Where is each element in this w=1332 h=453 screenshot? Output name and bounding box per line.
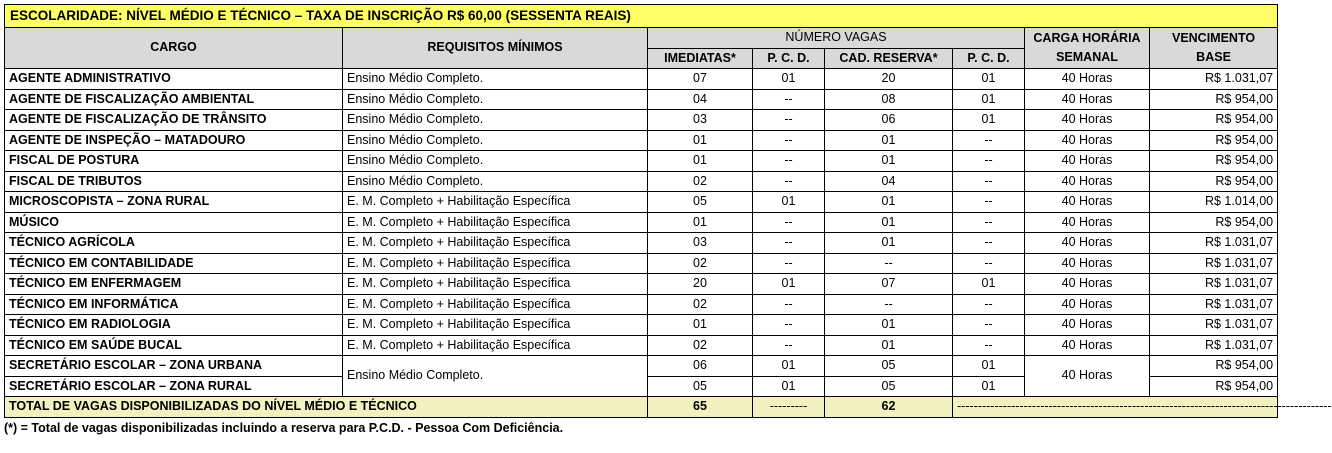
pcd-cell: 01 — [753, 192, 825, 213]
cargo-cell: SECRETÁRIO ESCOLAR – ZONA URBANA — [5, 356, 343, 377]
pcd-cell: -- — [953, 233, 1025, 254]
cargo-cell: TÉCNICO EM CONTABILIDADE — [5, 253, 343, 274]
pcd-cell: -- — [753, 212, 825, 233]
table-row — [5, 356, 1278, 377]
reserva-cell: 08 — [825, 89, 953, 110]
carga-cell: 40 Horas — [1025, 253, 1150, 274]
header-requisitos: REQUISITOS MÍNIMOS — [343, 28, 648, 69]
table-row — [5, 294, 1278, 315]
vencimento-cell: R$ 954,00 — [1150, 151, 1278, 172]
vacancy-table — [4, 4, 1332, 418]
imediatas-cell: 06 — [648, 356, 753, 377]
requisitos-cell: Ensino Médio Completo. — [343, 151, 648, 172]
imediatas-cell: 05 — [648, 192, 753, 213]
reserva-cell: -- — [825, 294, 953, 315]
total-pcd-dashes: --------- — [753, 397, 825, 418]
carga-cell: 40 Horas — [1025, 233, 1150, 254]
carga-cell: 40 Horas — [1025, 315, 1150, 336]
requisitos-cell: Ensino Médio Completo. — [343, 69, 648, 90]
cargo-cell: TÉCNICO AGRÍCOLA — [5, 233, 343, 254]
carga-cell: 40 Horas — [1025, 356, 1150, 397]
reserva-cell: 07 — [825, 274, 953, 295]
imediatas-cell: 02 — [648, 335, 753, 356]
pcd-cell: -- — [953, 253, 1025, 274]
total-imediatas: 65 — [648, 397, 753, 418]
pcd-cell: -- — [953, 151, 1025, 172]
carga-cell: 40 Horas — [1025, 171, 1150, 192]
carga-cell: 40 Horas — [1025, 110, 1150, 131]
imediatas-cell: 03 — [648, 233, 753, 254]
pcd-cell: 01 — [753, 69, 825, 90]
imediatas-cell: 03 — [648, 110, 753, 131]
table-row — [5, 233, 1278, 254]
header-cad-reserva: CAD. RESERVA* — [825, 48, 953, 69]
imediatas-cell: 02 — [648, 253, 753, 274]
table-row — [5, 192, 1278, 213]
table-row — [5, 110, 1278, 131]
title-row — [5, 5, 1278, 28]
requisitos-cell: Ensino Médio Completo. — [343, 110, 648, 131]
pcd-cell: -- — [953, 130, 1025, 151]
table-row — [5, 253, 1278, 274]
pcd-cell: -- — [753, 253, 825, 274]
header-vencimento: VENCIMENTO BASE — [1150, 28, 1278, 69]
pcd-cell: 01 — [953, 69, 1025, 90]
vencimento-cell: R$ 1.031,07 — [1150, 69, 1278, 90]
carga-cell: 40 Horas — [1025, 274, 1150, 295]
cargo-cell: AGENTE ADMINISTRATIVO — [5, 69, 343, 90]
pcd-cell: -- — [953, 212, 1025, 233]
imediatas-cell: 07 — [648, 69, 753, 90]
pcd-cell: -- — [953, 192, 1025, 213]
table-row — [5, 274, 1278, 295]
vencimento-cell: R$ 1.031,07 — [1150, 274, 1278, 295]
pcd-cell: -- — [753, 171, 825, 192]
imediatas-cell: 01 — [648, 151, 753, 172]
pcd-cell: -- — [953, 294, 1025, 315]
imediatas-cell: 20 — [648, 274, 753, 295]
pcd-cell: -- — [753, 151, 825, 172]
cargo-cell: AGENTE DE FISCALIZAÇÃO AMBIENTAL — [5, 89, 343, 110]
cargo-cell: TÉCNICO EM RADIOLOGIA — [5, 315, 343, 336]
cargo-cell: MÚSICO — [5, 212, 343, 233]
imediatas-cell: 01 — [648, 315, 753, 336]
table-row — [5, 89, 1278, 110]
table-row — [5, 335, 1278, 356]
table-row — [5, 212, 1278, 233]
pcd-cell: -- — [753, 294, 825, 315]
reserva-cell: 01 — [825, 151, 953, 172]
requisitos-cell: E. M. Completo + Habilitação Específica — [343, 192, 648, 213]
pcd-cell: 01 — [953, 356, 1025, 377]
vencimento-cell: R$ 1.031,07 — [1150, 335, 1278, 356]
reserva-cell: 05 — [825, 356, 953, 377]
vencimento-cell: R$ 1.031,07 — [1150, 294, 1278, 315]
vencimento-cell: R$ 954,00 — [1150, 89, 1278, 110]
requisitos-cell: E. M. Completo + Habilitação Específica — [343, 212, 648, 233]
pcd-cell: 01 — [953, 376, 1025, 397]
cargo-cell: TÉCNICO EM SAÚDE BUCAL — [5, 335, 343, 356]
vencimento-cell: R$ 954,00 — [1150, 212, 1278, 233]
reserva-cell: 04 — [825, 171, 953, 192]
vencimento-cell: R$ 1.031,07 — [1150, 315, 1278, 336]
total-reserva: 62 — [825, 397, 953, 418]
table-row — [5, 69, 1278, 90]
vencimento-cell: R$ 954,00 — [1150, 376, 1278, 397]
pcd-cell: 01 — [953, 274, 1025, 295]
table-row — [5, 151, 1278, 172]
requisitos-cell: E. M. Completo + Habilitação Específica — [343, 274, 648, 295]
cargo-cell: MICROSCOPISTA – ZONA RURAL — [5, 192, 343, 213]
cargo-cell: TÉCNICO EM ENFERMAGEM — [5, 274, 343, 295]
header-cargo: CARGO — [5, 28, 343, 69]
reserva-cell: 01 — [825, 335, 953, 356]
cargo-cell: SECRETÁRIO ESCOLAR – ZONA RURAL — [5, 376, 343, 397]
pcd-cell: 01 — [753, 356, 825, 377]
carga-cell: 40 Horas — [1025, 151, 1150, 172]
cargo-cell: TÉCNICO EM INFORMÁTICA — [5, 294, 343, 315]
carga-cell: 40 Horas — [1025, 294, 1150, 315]
cargo-cell: AGENTE DE INSPEÇÃO – MATADOURO — [5, 130, 343, 151]
carga-cell: 40 Horas — [1025, 212, 1150, 233]
pcd-cell: -- — [753, 233, 825, 254]
requisitos-cell: Ensino Médio Completo. — [343, 171, 648, 192]
header-pcd-1: P. C. D. — [753, 48, 825, 69]
header-imediatas: IMEDIATAS* — [648, 48, 753, 69]
reserva-cell: 01 — [825, 315, 953, 336]
vencimento-cell: R$ 1.031,07 — [1150, 233, 1278, 254]
vencimento-cell: R$ 1.031,07 — [1150, 253, 1278, 274]
pcd-cell: 01 — [753, 376, 825, 397]
footnote: (*) = Total de vagas disponibilizadas incluindo a reserva para P.C.D. - Pessoa Com Deficiência. — [4, 420, 564, 435]
requisitos-cell: Ensino Médio Completo. — [343, 356, 648, 397]
header-pcd-2: P. C. D. — [953, 48, 1025, 69]
total-row — [5, 397, 1278, 418]
pcd-cell: -- — [953, 171, 1025, 192]
pcd-cell: -- — [753, 315, 825, 336]
reserva-cell: 20 — [825, 69, 953, 90]
carga-cell: 40 Horas — [1025, 69, 1150, 90]
pcd-cell: -- — [953, 335, 1025, 356]
pcd-cell: -- — [753, 335, 825, 356]
cargo-cell: FISCAL DE TRIBUTOS — [5, 171, 343, 192]
imediatas-cell: 01 — [648, 130, 753, 151]
vacancy-table-container — [4, 4, 1332, 435]
imediatas-cell: 01 — [648, 212, 753, 233]
reserva-cell: 06 — [825, 110, 953, 131]
reserva-cell: 01 — [825, 233, 953, 254]
reserva-cell: 01 — [825, 130, 953, 151]
reserva-cell: 05 — [825, 376, 953, 397]
requisitos-cell: Ensino Médio Completo. — [343, 130, 648, 151]
requisitos-cell: Ensino Médio Completo. — [343, 89, 648, 110]
reserva-cell: 01 — [825, 212, 953, 233]
vencimento-cell: R$ 954,00 — [1150, 130, 1278, 151]
header-numero-vagas: NÚMERO VAGAS — [648, 28, 1025, 49]
imediatas-cell: 02 — [648, 294, 753, 315]
carga-cell: 40 Horas — [1025, 89, 1150, 110]
table-row — [5, 315, 1278, 336]
total-label: TOTAL DE VAGAS DISPONIBILIZADAS DO NÍVEL MÉDIO E TÉCNICO — [5, 397, 648, 418]
total-rest-dashes: ------------------------------------------------------------------------------------------ — [953, 397, 1278, 418]
table-row — [5, 171, 1278, 192]
vencimento-cell: R$ 954,00 — [1150, 356, 1278, 377]
pcd-cell: 01 — [753, 274, 825, 295]
carga-cell: 40 Horas — [1025, 192, 1150, 213]
pcd-cell: 01 — [953, 110, 1025, 131]
header-carga-horaria: CARGA HORÁRIA SEMANAL — [1025, 28, 1150, 69]
table-row — [5, 130, 1278, 151]
imediatas-cell: 04 — [648, 89, 753, 110]
pcd-cell: -- — [953, 315, 1025, 336]
vencimento-cell: R$ 954,00 — [1150, 171, 1278, 192]
carga-cell: 40 Horas — [1025, 335, 1150, 356]
requisitos-cell: E. M. Completo + Habilitação Específica — [343, 253, 648, 274]
reserva-cell: -- — [825, 253, 953, 274]
imediatas-cell: 05 — [648, 376, 753, 397]
cargo-cell: FISCAL DE POSTURA — [5, 151, 343, 172]
reserva-cell: 01 — [825, 192, 953, 213]
pcd-cell: -- — [753, 110, 825, 131]
requisitos-cell: E. M. Completo + Habilitação Específica — [343, 233, 648, 254]
header-row-1 — [5, 28, 1278, 49]
vencimento-cell: R$ 1.014,00 — [1150, 192, 1278, 213]
pcd-cell: -- — [753, 130, 825, 151]
requisitos-cell: E. M. Completo + Habilitação Específica — [343, 294, 648, 315]
imediatas-cell: 02 — [648, 171, 753, 192]
vencimento-cell: R$ 954,00 — [1150, 110, 1278, 131]
pcd-cell: 01 — [953, 89, 1025, 110]
requisitos-cell: E. M. Completo + Habilitação Específica — [343, 335, 648, 356]
table-title: ESCOLARIDADE: NÍVEL MÉDIO E TÉCNICO – TAXA DE INSCRIÇÃO R$ 60,00 (SESSENTA REAIS) — [5, 5, 1278, 28]
pcd-cell: -- — [753, 89, 825, 110]
requisitos-cell: E. M. Completo + Habilitação Específica — [343, 315, 648, 336]
cargo-cell: AGENTE DE FISCALIZAÇÃO DE TRÂNSITO — [5, 110, 343, 131]
carga-cell: 40 Horas — [1025, 130, 1150, 151]
